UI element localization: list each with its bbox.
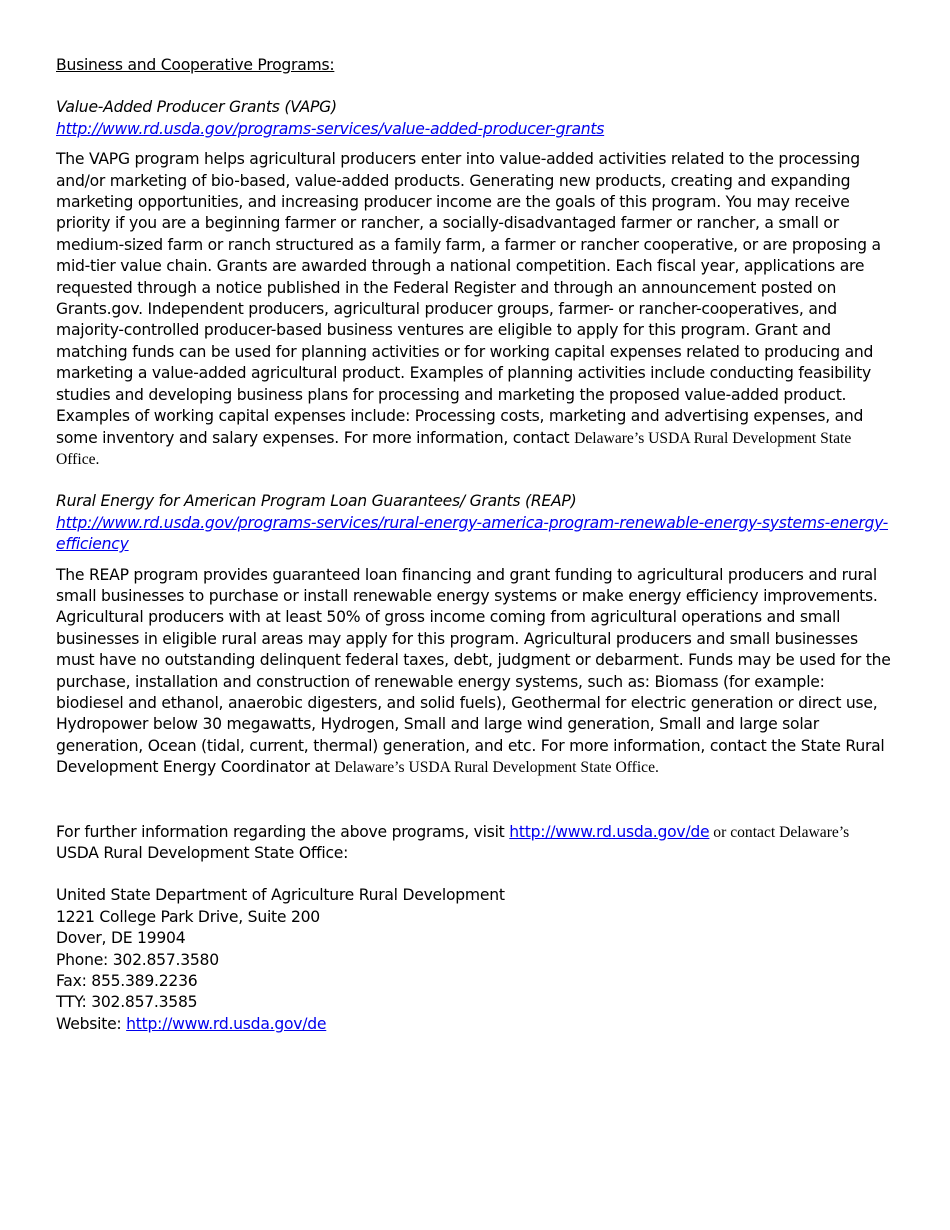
vapg-link[interactable]: http://www.rd.usda.gov/programs-services/value-added-producer-grants xyxy=(56,119,605,138)
address-org: United State Department of Agriculture Rural Development xyxy=(56,886,505,905)
reap-contact-office: Delaware’s USDA Rural Development State Office. xyxy=(334,759,659,777)
section-heading: Business and Cooperative Programs: xyxy=(56,56,335,74)
vapg-contact-office: Delaware’s USDA Rural Development State Office. xyxy=(56,429,852,468)
address-website-link[interactable]: http://www.rd.usda.gov/de xyxy=(126,1014,327,1033)
address-tty: TTY: 302.857.3585 xyxy=(56,993,198,1012)
further-info-prefix: For further information regarding the above programs, visit xyxy=(56,822,510,841)
address-website xyxy=(56,1014,896,1035)
address-street: 1221 College Park Drive, Suite 200 xyxy=(56,907,320,926)
address-block xyxy=(56,885,896,1035)
reap-title: Rural Energy for American Program Loan Guarantees/ Grants (REAP) xyxy=(56,492,577,511)
vapg-description xyxy=(56,149,896,470)
vapg-body: The VAPG program helps agricultural producers enter into value-added activities related to the processing and/or marketing of bio-based, value-added products. Generating new products, creating and expanding marketing opportunities, and increasing producer income are the goals of this program. You may receive priority if you are a beginning farmer or rancher, a socially-disadvantaged farmer or rancher, a small or medium-sized farm or ranch structured as a family farm, a farmer or rancher cooperative, or are proposing a mid-tier value chain. Grants are awarded through a national competition. Each fiscal year, applications are requested through a notice published in the Federal Register and through an announcement posted on Grants.gov. Independent producers, agricultural producer groups, farmer- or rancher-cooperatives, and majority-controlled producer-based business ventures are eligible to apply for this program. Grant and matching funds can be used for planning activities or for working capital expenses related to producing and marketing a value-added agricultural product. Examples of planning activities include conducting feasibility studies and developing business plans for processing and marketing the proposed value-added product. Examples of working capital expenses include: Processing costs, marketing and advertising expenses, and some inventory and salary expenses. For more information, contact xyxy=(56,150,881,447)
reap-body: The REAP program provides guaranteed loan financing and grant funding to agricultural producers and rural small businesses to purchase or install renewable energy systems or make energy efficiency improvements. Agricultural producers with at least 50% of gross income coming from agricultural operations and small businesses in eligible rural areas may apply for this program. Agricultural producers and small businesses must have no outstanding delinquent federal taxes, debt, judgment or debarment. Funds may be used for the purchase, installation and construction of renewable energy systems, such as: Biomass (for example: biodiesel and ethanol, anaerobic digesters, and solid fuels), Geothermal for electric generation or direct use, Hydropower below 30 megawatts, Hydrogen, Small and large wind generation, Small and large solar generation, Ocean (tidal, current, thermal) generation, and etc. For more information, contact the State Rural Development Energy Coordinator at xyxy=(56,565,891,777)
further-info xyxy=(56,822,896,865)
further-info-contact: or contact Delaware’s xyxy=(709,823,850,841)
further-info-suffix: USDA Rural Development State Office: xyxy=(56,844,349,862)
address-city: Dover, DE 19904 xyxy=(56,929,186,948)
document-page xyxy=(56,55,896,1035)
address-website-label: Website: xyxy=(56,1014,127,1033)
reap-link[interactable]: http://www.rd.usda.gov/programs-services/rural-energy-america-program-renewable-energy-systems-energy-efficiency xyxy=(56,513,888,554)
address-phone: Phone: 302.857.3580 xyxy=(56,950,219,969)
further-info-link[interactable]: http://www.rd.usda.gov/de xyxy=(509,822,710,841)
reap-description xyxy=(56,565,896,779)
address-fax: Fax: 855.389.2236 xyxy=(56,972,198,991)
vapg-title: Value-Added Producer Grants (VAPG) xyxy=(56,98,337,117)
